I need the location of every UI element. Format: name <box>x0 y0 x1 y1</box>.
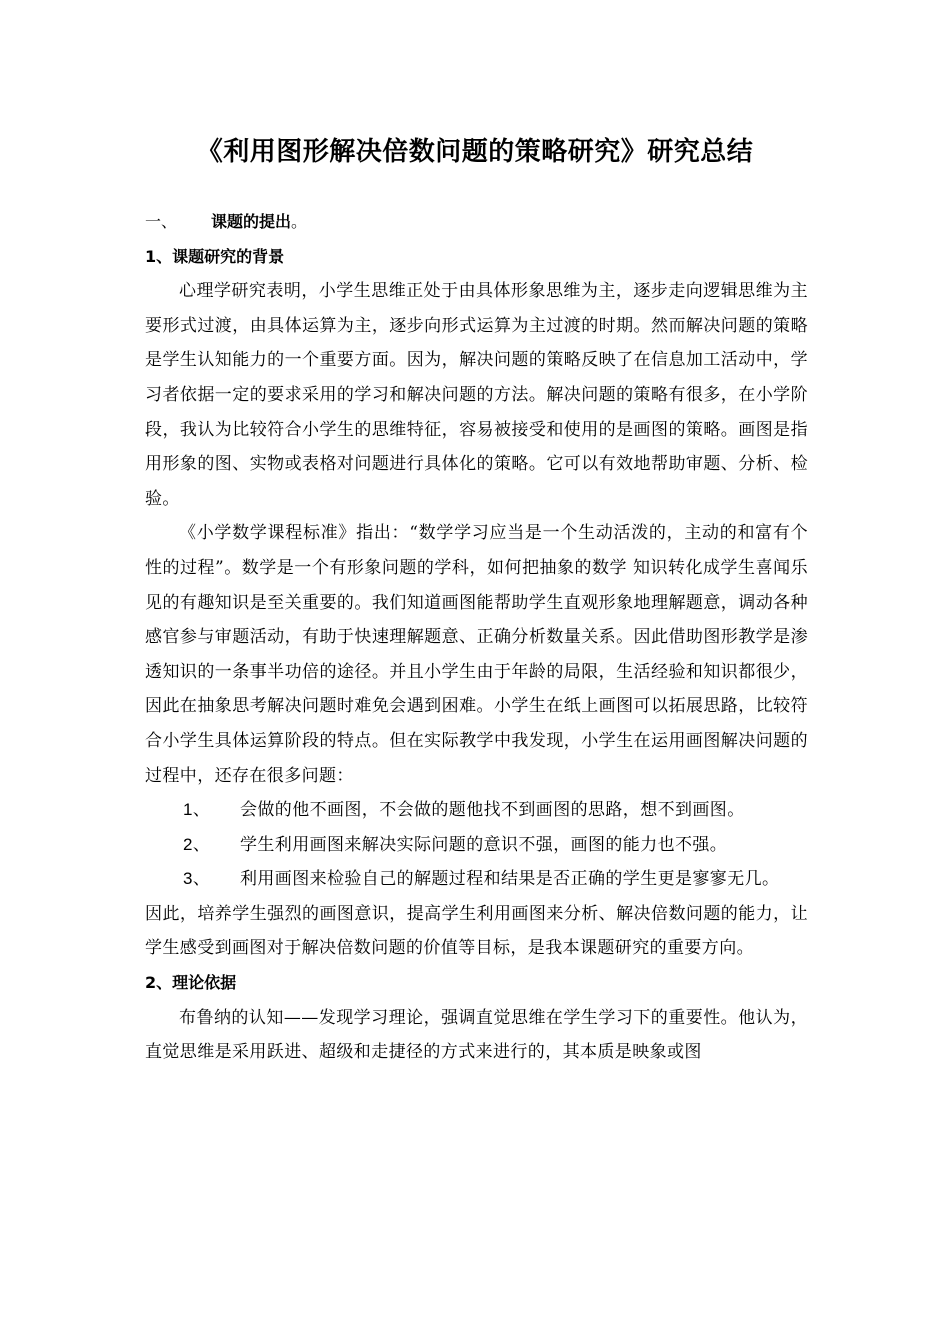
subsection-heading-background: 1、课题研究的背景 <box>145 246 285 266</box>
section-heading <box>145 205 808 240</box>
section-heading-suffix: 。 <box>291 212 308 231</box>
list-item-text: 会做的他不画图，不会做的题他找不到画图的思路，想不到画图。 <box>240 800 745 821</box>
document-body <box>145 205 808 1070</box>
paragraph: 布鲁纳的认知——发现学习理论，强调直觉思维在学生学习下的重要性。他认为，直觉思维是采用跃进、超级和走捷径的方式来进行的，其本质是映象或图 <box>145 1007 808 1063</box>
section-number: 一、 <box>145 212 178 231</box>
conclusion-paragraph: 因此，培养学生强烈的画图意识，提高学生利用画图来分析、解决倍数问题的能力，让学生感受到画图对于解决倍数问题的价值等目标，是我本课题研究的重要方向。 <box>145 903 808 959</box>
section-heading-text: 课题的提出 <box>211 212 292 231</box>
list-marker: 2、 <box>183 834 211 854</box>
list-item <box>145 828 808 863</box>
list-item-text: 利用画图来检验自己的解题过程和结果是否正确的学生更是寥寥无几。 <box>240 869 780 890</box>
list-item-text: 学生利用画图来解决实际问题的意识不强，画图的能力也不强。 <box>240 834 728 855</box>
document-title: 《利用图形解决倍数问题的策略研究》研究总结 <box>196 137 754 167</box>
list-marker: 3、 <box>183 869 211 889</box>
subsection-heading-theory: 2、理论依据 <box>145 973 237 993</box>
paragraph: 《小学数学课程标准》指出：“数学学习应当是一个生动活泼的，主动的和富有个性的过程”。数学是一个有形象问题的学科，如何把抽象的数学 知识转化成学生喜闻乐见的有趣知识是至关重要的。我们知道画图能帮助学生直观形象地理解题意，调动各种感官参与审题活动，有助于快速理解题意、正确分析数量关系。因此借助图形教学是渗透知识的一条事半功倍的途径。并且小学生由于年龄的局限，生活经验和知识都很少，因此在抽象思考解决问题时难免会遇到困难。小学生在纸上画图可以拓展思路，比较符合小学生具体运算阶段的特点。但在实际教学中我发现，小学生在运用画图解决问题的过程中，还存在很多问题： <box>145 523 808 786</box>
paragraph: 心理学研究表明，小学生思维正处于由具体形象思维为主，逐步走向逻辑思维为主要形式过渡，由具体运算为主，逐步向形式运算为主过渡的时期。然而解决问题的策略是学生认知能力的一个重要方面。因为，解决问题的策略反映了在信息加工活动中，学习者依据一定的要求采用的学习和解决问题的方法。解决问题的策略有很多，在小学阶段，我认为比较符合小学生的思维特征，容易被接受和使用的是画图的策略。画图是指用形象的图、实物或表格对问题进行具体化的策略。它可以有效地帮助审题、分析、检验。 <box>145 281 808 509</box>
list-item <box>145 793 808 828</box>
list-item <box>145 862 808 897</box>
list-marker: 1、 <box>183 800 211 820</box>
